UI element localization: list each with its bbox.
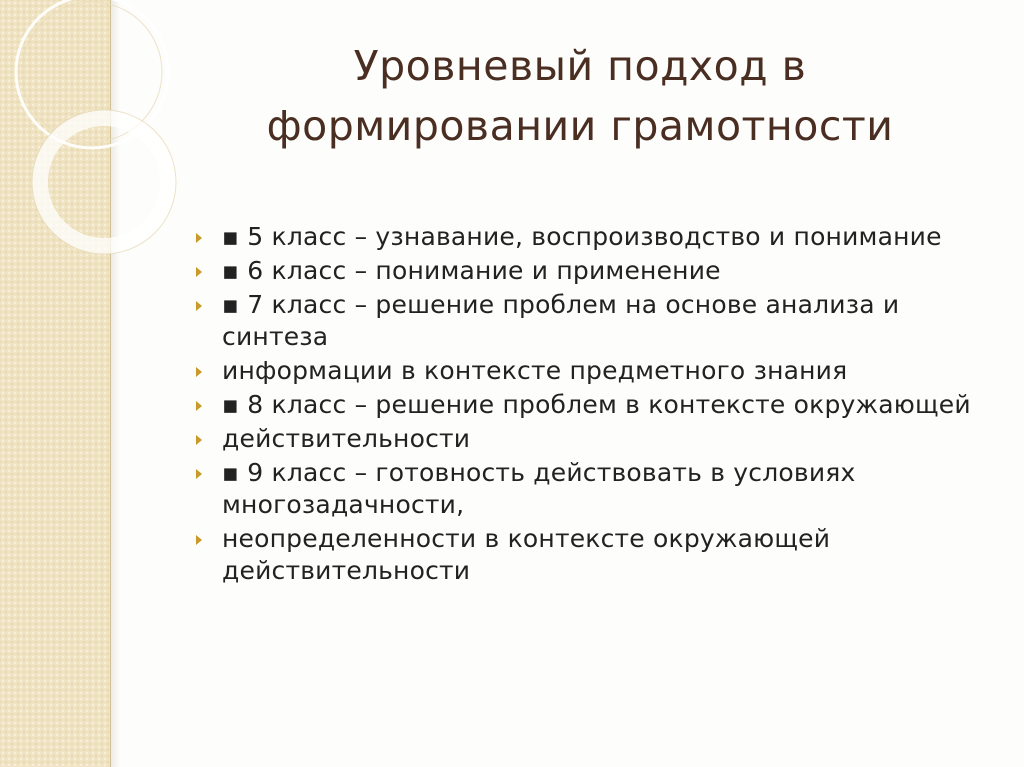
- list-item: [190, 289, 980, 353]
- list-item: [190, 457, 980, 521]
- triangle-right-icon: [196, 535, 202, 545]
- bullet-list: [190, 221, 980, 589]
- list-item: [190, 255, 980, 287]
- list-item-text: ▪ 5 класс – узнавание, воспроизводство и понимание: [222, 222, 942, 251]
- triangle-right-icon: [196, 469, 202, 479]
- rings-decoration: [0, 0, 220, 260]
- triangle-right-icon: [196, 301, 202, 311]
- triangle-right-icon: [196, 233, 202, 243]
- list-item-text: ▪ 8 класс – решение проблем в контексте окружающей: [222, 390, 971, 419]
- title-line-1: Уровневый подход в: [353, 42, 807, 90]
- title-line-2: формировании грамотности: [266, 102, 894, 150]
- triangle-right-icon: [196, 267, 202, 277]
- list-item-text: ▪ 9 класс – готовность действовать в условиях многозадачности,: [222, 458, 856, 519]
- list-item-text: ▪ 6 класс – понимание и применение: [222, 256, 721, 285]
- list-item-text: действительности: [222, 424, 471, 453]
- slide-title: [200, 36, 960, 156]
- list-item-text: информации в контексте предметного знания: [222, 356, 848, 385]
- list-item: [190, 523, 980, 587]
- list-item: [190, 355, 980, 387]
- triangle-right-icon: [196, 367, 202, 377]
- triangle-right-icon: [196, 435, 202, 445]
- list-item-text: ▪ 7 класс – решение проблем на основе анализа и синтеза: [222, 290, 900, 351]
- triangle-right-icon: [196, 401, 202, 411]
- list-item-text: неопределенности в контексте окружающей действительности: [222, 524, 831, 585]
- list-item: [190, 389, 980, 421]
- list-item: [190, 221, 980, 253]
- list-item: [190, 423, 980, 455]
